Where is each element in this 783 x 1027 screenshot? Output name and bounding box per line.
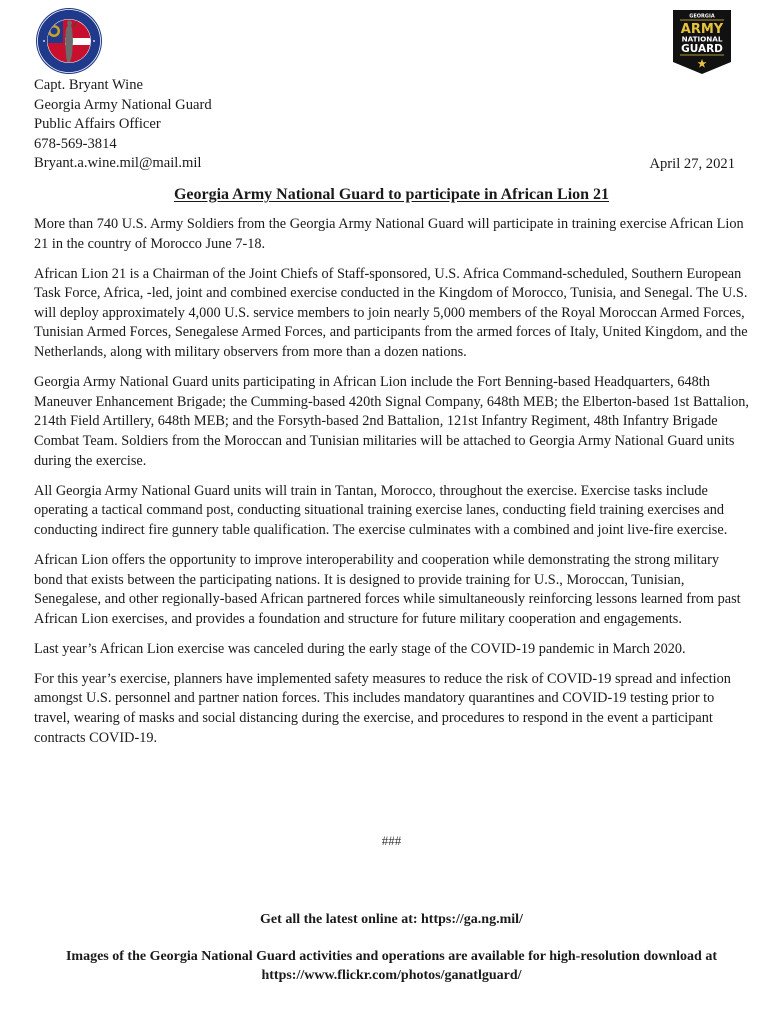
footer-latest-online: Get all the latest online at: https://ga.ng.mil/ (260, 912, 523, 927)
paragraph: Georgia Army National Guard units participating in African Lion include the Fort Benning-based Headquarters, 648th Maneuver Enhancement Brigade; the Cumming-based 420th Signal Company, 648th MEB; the Elberton-based 1st Battalion, 214th Field Artillery, 648th MEB; and the Forsyth-based 2nd Battalion, 121st Infantry Regiment, 48th Infantry Brigade Combat Team. Soldiers from the Moroccan and Tunisian militaries will be attached to Georgia Army National Guard units during the exercise. (34, 374, 749, 469)
svg-text:GUARD: GUARD (681, 43, 723, 55)
seal-icon (35, 7, 103, 75)
headline-text: Georgia Army National Guard to participate in African Lion 21 (173, 186, 610, 203)
contact-phone: 678-569-3814 (34, 135, 117, 152)
footer-images-download: Images of the Georgia National Guard activities and operations are available for high-resolution download at https://www.flickr.com/photos/ganatlguard/ (65, 949, 717, 983)
release-date: April 27, 2021 (649, 156, 735, 172)
contact-email: Bryant.a.wine.mil@mail.mil (34, 155, 202, 172)
svg-text:NATIONAL: NATIONAL (681, 34, 723, 44)
article-body (34, 215, 749, 759)
paragraph: More than 740 U.S. Army Soldiers from the Georgia Army National Guard will participate in training exercise African Lion 21 in the country of Morocco June 7-18. (34, 216, 744, 252)
svg-text:ARMY: ARMY (680, 22, 724, 37)
end-mark: ### (381, 833, 402, 848)
contact-organization: Georgia Army National Guard (34, 96, 212, 113)
paragraph: Last year’s African Lion exercise was canceled during the early stage of the COVID-19 pandemic in March 2020. (34, 640, 686, 657)
paragraph: African Lion 21 is a Chairman of the Joint Chiefs of Staff-sponsored, U.S. Africa Command-scheduled, Southern European Task Force, Africa, -led, joint and combined exercise conducted in the Kingdom of Morocco, Tunisia, and Senegal. The U.S. will deploy approximately 4,000 U.S. service members to join nearly 5,000 members of the Royal Moroccan Armed Forces, Tunisian Armed Forces, Senegalese Armed Forces, and participants from the armed forces of Italy, United Kingdom, and the Netherlands, along with military observers from more than a dozen nations. (34, 265, 748, 361)
contact-block (34, 76, 212, 174)
contact-title: Public Affairs Officer (34, 116, 161, 133)
svg-text:GEORGIA: GEORGIA (689, 13, 715, 20)
paragraph: All Georgia Army National Guard units will train in Tantan, Morocco, throughout the exercise. Exercise tasks include operating a tactical command post, conducting situational training exercise lanes, conducting field training exercises and conducting indirect fire gunnery table qualification. The exercise culminates with a combined and joint live-fire exercise. (34, 482, 728, 538)
georgia-army-national-guard-badge-logo (671, 8, 733, 76)
paragraph: African Lion offers the opportunity to improve interoperability and cooperation while demonstrating the strong military bond that exists between the participating nations. It is designed to provide training for U.S., Moroccan, Tunisian, Senegalese, and other regionally-based African partnered forces while simultaneously reinforcing lessons learned from past African Lion exercises, and provides a foundation and structure for future military cooperation and engagements. (34, 551, 741, 627)
headline (0, 184, 783, 206)
contact-name: Capt. Bryant Wine (34, 77, 143, 93)
paragraph: For this year’s exercise, planners have implemented safety measures to reduce the risk of COVID-19 spread and infection amongst U.S. personnel and partner nation forces. This includes mandatory quarantines and COVID-19 testing prior to travel, wearing of masks and social distancing during the exercise, and procedures to respond in the event a participant contracts COVID-19. (34, 670, 731, 746)
army-national-guard-badge-icon (671, 8, 733, 76)
georgia-national-guard-seal-logo (35, 7, 103, 75)
